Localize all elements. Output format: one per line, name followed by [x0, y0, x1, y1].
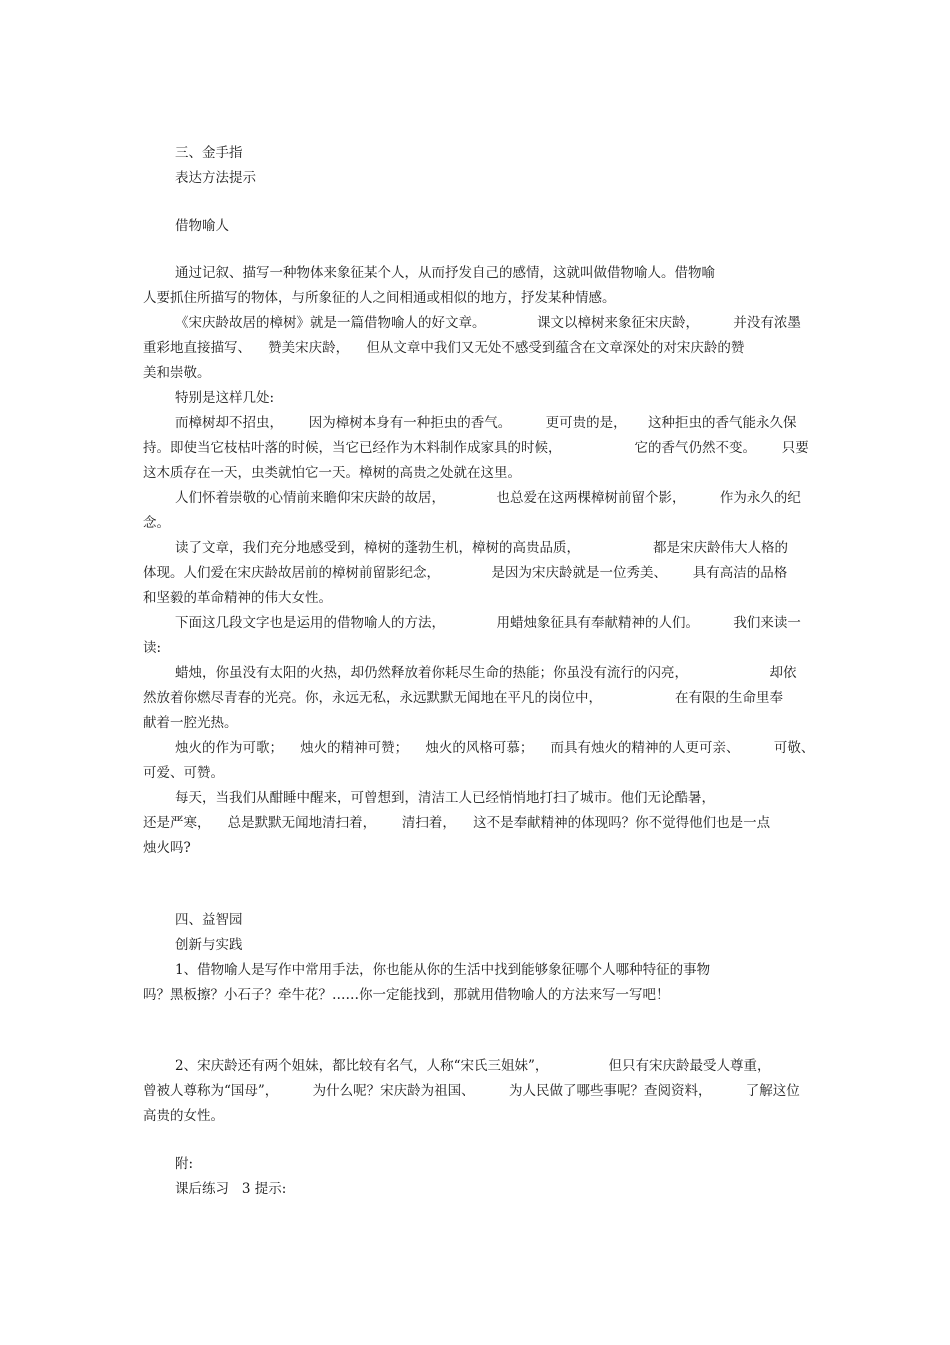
paragraph-line: 体现。人们爱在宋庆龄故居前的樟树前留影纪念， 是因为宋庆龄就是一位秀美、 具有高洁的品格 — [143, 565, 788, 581]
section-subheading: 表达方法提示 — [175, 170, 256, 186]
section-heading: 四、益智园 — [175, 912, 243, 928]
paragraph-line: 念。 — [143, 515, 170, 531]
paragraph-line: 特别是这样几处: — [175, 390, 275, 406]
question-line: 吗？黑板擦？小石子？牵牛花？……你一定能找到，那就用借物喻人的方法来写一写吧！ — [143, 987, 670, 1003]
paragraph-line: 而樟树却不招虫， 因为樟树本身有一种拒虫的香气。 更可贵的是， 这种拒虫的香气能永久保 — [175, 415, 797, 431]
appendix-label: 附: — [175, 1156, 194, 1172]
question-line: 2、宋庆龄还有两个姐妹，都比较有名气，人称“宋氏三姐妹”， 但只有宋庆龄最受人尊重， — [175, 1058, 771, 1074]
question-line: 1、借物喻人是写作中常用手法，你也能从你的生活中找到能够象征哪个人哪种特征的事物 — [175, 962, 711, 978]
paragraph-line: 烛火吗? — [143, 840, 191, 856]
paragraph-line: 人们怀着崇敬的心情前来瞻仰宋庆龄的故居， 也总爱在这两棵樟树前留个影， 作为永久的纪 — [175, 490, 801, 506]
paragraph-line: 然放着你燃尽青春的光亮。你，永远无私，永远默默无闻地在平凡的岗位中， 在有限的生命里奉 — [143, 690, 783, 706]
paragraph-line: 美和崇敬。 — [143, 365, 211, 381]
paragraph-line: 读: — [143, 640, 162, 656]
paragraph-line: 还是严寒， 总是默默无闻地清扫着， 清扫着， 这不是奉献精神的体现吗？你不觉得他们也是一点 — [143, 815, 771, 831]
question-line: 曾被人尊称为“国母”， 为什么呢？宋庆龄为祖国、 为人民做了哪些事呢？查阅资料， 了解这位 — [143, 1083, 800, 1099]
paragraph-line: 和坚毅的革命精神的伟大女性。 — [143, 590, 332, 606]
section-subheading: 创新与实践 — [175, 937, 243, 953]
method-title: 借物喻人 — [175, 218, 229, 234]
paragraph-line: 这木质存在一天，虫类就怕它一天。樟树的高贵之处就在这里。 — [143, 465, 521, 481]
paragraph-line: 《宋庆龄故居的樟树》就是一篇借物喻人的好文章。 课文以樟树来象征宋庆龄， 并没有浓墨 — [175, 315, 801, 331]
paragraph-line: 持。即使当它枝枯叶落的时候，当它已经作为木料制作成家具的时候， 它的香气仍然不变。 只要 — [143, 440, 809, 456]
paragraph-line: 通过记叙、描写一种物体来象征某个人，从而抒发自己的感情，这就叫做借物喻人。借物喻 — [175, 265, 715, 281]
paragraph-line: 重彩地直接描写、 赞美宋庆龄， 但从文章中我们又无处不感受到蕴含在文章深处的对宋庆龄的赞 — [143, 340, 745, 356]
paragraph-line: 献着一腔光热。 — [143, 715, 238, 731]
paragraph-line: 下面这几段文字也是运用的借物喻人的方法， 用蜡烛象征具有奉献精神的人们。 我们来读一 — [175, 615, 801, 631]
section-heading: 三、金手指 — [175, 145, 243, 161]
paragraph-line: 烛火的作为可歌； 烛火的精神可赞； 烛火的风格可慕； 而具有烛火的精神的人更可亲、 可敬、 — [175, 740, 815, 756]
paragraph-line: 可爱、可赞。 — [143, 765, 224, 781]
paragraph-line: 人要抓住所描写的物体，与所象征的人之间相通或相似的地方，抒发某种情感。 — [143, 290, 616, 306]
paragraph-line: 蜡烛，你虽没有太阳的火热，却仍然释放着你耗尽生命的热能；你虽没有流行的闪亮， 却依 — [175, 665, 797, 681]
paragraph-line: 读了文章，我们充分地感受到，樟树的蓬勃生机，樟树的高贵品质， 都是宋庆龄伟大人格的 — [175, 540, 788, 556]
appendix-subtitle: 课后练习 3 提示: — [175, 1181, 287, 1197]
question-line: 高贵的女性。 — [143, 1108, 224, 1124]
paragraph-line: 每天，当我们从酣睡中醒来，可曾想到，清洁工人已经悄悄地打扫了城市。他们无论酷暑， — [175, 790, 715, 806]
